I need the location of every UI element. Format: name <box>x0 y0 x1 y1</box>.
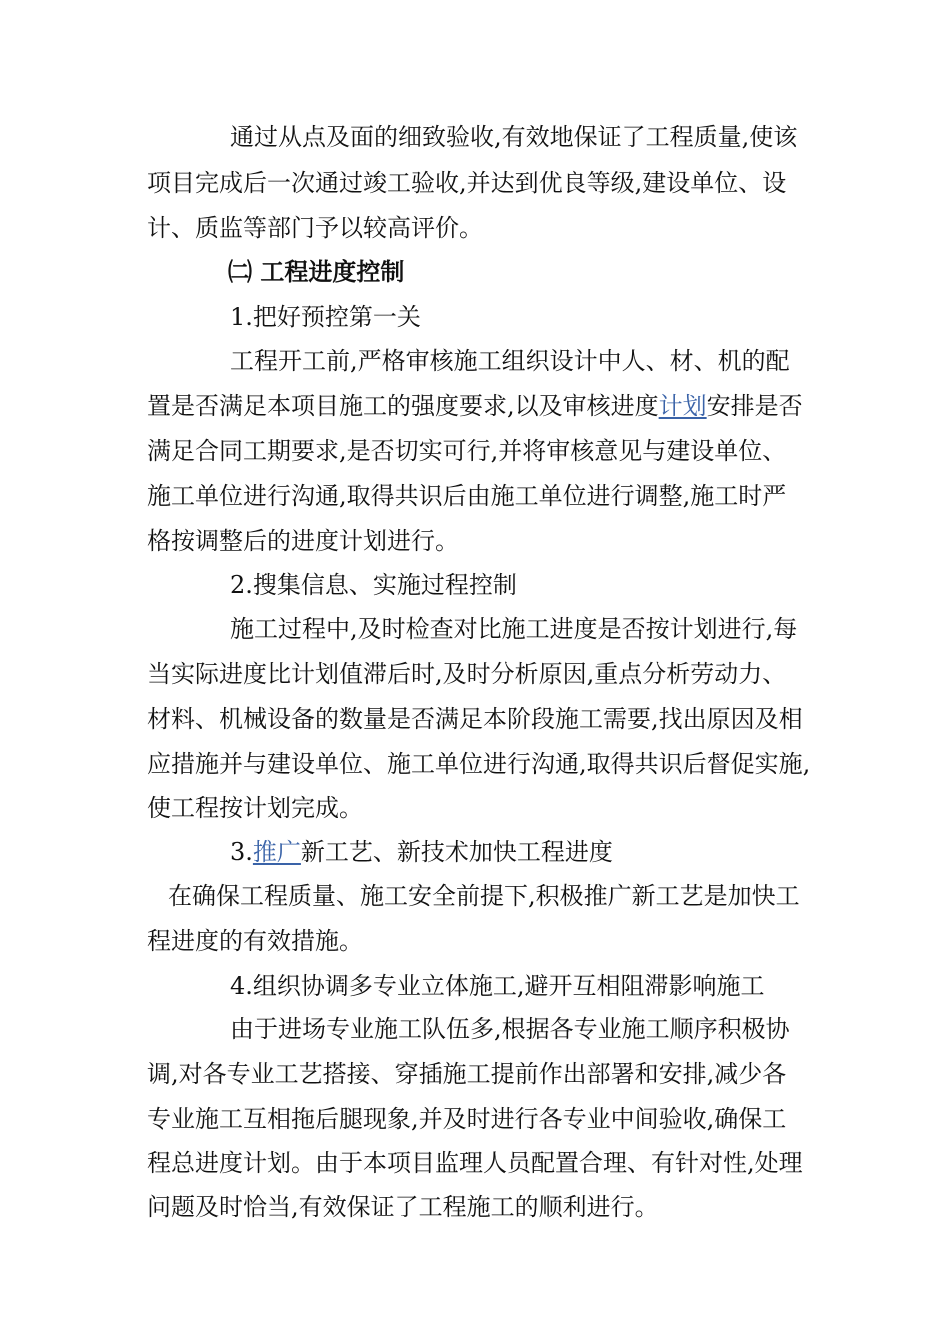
paragraph-line: 施工单位进行沟通,取得共识后由施工单位进行调整,施工时严 <box>147 482 787 510</box>
paragraph-line: 当实际进度比计划值滞后时,及时分析原因,重点分析劳动力、 <box>147 660 787 688</box>
subsection-title: 1.把好预控第一关 <box>230 303 421 331</box>
paragraph-line: 调,对各专业工艺搭接、穿插施工提前作出部署和安排,减少各 <box>147 1060 787 1088</box>
paragraph-line: 计、质监等部门予以较高评价。 <box>147 214 483 242</box>
text-segment: 新工艺、新技术加快工程进度 <box>300 838 613 866</box>
paragraph-line: 应措施并与建设单位、施工单位进行沟通,取得共识后督促实施, <box>147 750 811 778</box>
section-heading: ㈡ 工程进度控制 <box>228 258 405 286</box>
paragraph-line: 程总进度计划。由于本项目监理人员配置合理、有针对性,处理 <box>147 1149 803 1177</box>
paragraph-line <box>147 390 803 422</box>
promote-link[interactable]: 推广 <box>252 838 301 866</box>
paragraph-line: 问题及时恰当,有效保证了工程施工的顺利进行。 <box>147 1193 659 1221</box>
subsection-title: 4.组织协调多专业立体施工,避开互相阻滞影响施工 <box>230 972 765 1000</box>
paragraph-line: 程进度的有效措施。 <box>147 927 363 955</box>
paragraph-line: 在确保工程质量、施工安全前提下,积极推广新工艺是加快工 <box>168 882 800 910</box>
text-segment: 3. <box>230 838 253 866</box>
paragraph-line: 材料、机械设备的数量是否满足本阶段施工需要,找出原因及相 <box>147 705 803 733</box>
plan-link[interactable]: 计划 <box>658 392 707 420</box>
paragraph-line: 由于进场专业施工队伍多,根据各专业施工顺序积极协 <box>230 1015 790 1043</box>
paragraph-line: 专业施工互相拖后腿现象,并及时进行各专业中间验收,确保工 <box>147 1105 787 1133</box>
text-segment: 置是否满足本项目施工的强度要求,以及审核进度 <box>147 392 659 420</box>
paragraph-line: 施工过程中,及时检查对比施工进度是否按计划进行,每 <box>230 615 798 643</box>
paragraph-line: 使工程按计划完成。 <box>147 794 363 822</box>
text-segment: 安排是否 <box>706 392 803 420</box>
paragraph-line: 项目完成后一次通过竣工验收,并达到优良等级,建设单位、设 <box>147 169 787 197</box>
paragraph-line: 通过从点及面的细致验收,有效地保证了工程质量,使该 <box>230 123 798 151</box>
paragraph-line: 工程开工前,严格审核施工组织设计中人、材、机的配 <box>230 347 790 375</box>
paragraph-line: 满足合同工期要求,是否切实可行,并将审核意见与建设单位、 <box>147 437 787 465</box>
subsection-title: 2.搜集信息、实施过程控制 <box>230 571 517 599</box>
subsection-title <box>230 836 613 868</box>
paragraph-line: 格按调整后的进度计划进行。 <box>147 527 459 555</box>
